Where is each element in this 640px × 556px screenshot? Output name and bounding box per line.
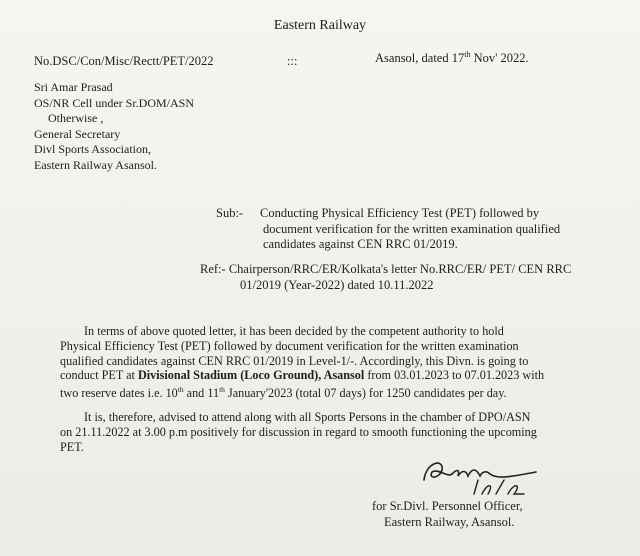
body-line: two reserve dates i.e. 10th and 11th January'2023 (total 07 days) for 1250 candidates per day. xyxy=(60,385,507,401)
subject-label: Sub:- xyxy=(216,206,244,220)
subject-line: document verification for the written examination qualified xyxy=(263,221,561,236)
reference-block xyxy=(200,262,571,293)
body-paragraph-1 xyxy=(60,324,620,401)
addressee-line: OS/NR Cell under Sr.DOM/ASN xyxy=(34,95,195,110)
reference-line: Chairperson/RRC/ER/Kolkata's letter No.RRC/ER/ PET/ CEN RRC xyxy=(228,262,572,276)
body-line: Physical Efficiency Test (PET) followed by document verification for the written examination xyxy=(60,338,519,353)
addressee-line: Otherwise , xyxy=(48,111,104,126)
letter-date xyxy=(375,50,529,66)
addressee-line: Eastern Railway Asansol. xyxy=(34,157,157,172)
body-line: on 21.11.2022 at 3.00 p.m positively for discussion in regard to smooth functioning the upcoming xyxy=(60,424,537,439)
subject-block xyxy=(216,206,560,253)
signatory-line: Eastern Railway, Asansol. xyxy=(384,515,515,529)
date-place: Asansol, dated xyxy=(375,51,449,66)
addressee-line: General Secretary xyxy=(34,126,121,141)
addressee-line: Divl Sports Association, xyxy=(34,142,152,157)
body-line: It is, therefore, advised to attend along with all Sports Persons in the chamber of DPO/ASN xyxy=(84,410,531,424)
venue-bold: Divisional Stadium (Loco Ground), Asansol xyxy=(137,368,365,383)
date-month-year: Nov' 2022. xyxy=(473,51,529,66)
body-line: conduct PET at Divisional Stadium (Loco Ground), Asansol from 03.01.2023 to 07.01.2023 with xyxy=(60,368,545,383)
reference-line: 01/2019 (Year-2022) dated 10.11.2022 xyxy=(240,277,434,292)
reference-label: Ref:- xyxy=(200,262,226,276)
body-paragraph-2 xyxy=(60,410,620,454)
separator: ::: xyxy=(287,54,298,68)
letterhead-title: Eastern Railway xyxy=(273,18,367,33)
addressee-line: Sri Amar Prasad xyxy=(34,80,113,94)
body-line: qualified candidates against CEN RRC 01/2019 in Level-1/-. Accordingly, this Divn. is going to xyxy=(60,353,529,368)
body-line: PET. xyxy=(60,439,84,454)
date-day: 17th xyxy=(451,50,471,66)
signature-block xyxy=(372,498,523,530)
body-line: In terms of above quoted letter, it has been decided by the competent authority to hold xyxy=(84,324,504,338)
subject-line: candidates against CEN RRC 01/2019. xyxy=(263,237,458,251)
subject-line: Conducting Physical Efficiency Test (PET) followed by xyxy=(260,206,540,220)
reference-number: No.DSC/Con/Misc/Rectt/PET/2022 xyxy=(34,54,214,68)
addressee-block xyxy=(34,80,194,174)
handwritten-signature xyxy=(418,450,548,500)
signatory-line: for Sr.Divl. Personnel Officer, xyxy=(372,499,523,513)
